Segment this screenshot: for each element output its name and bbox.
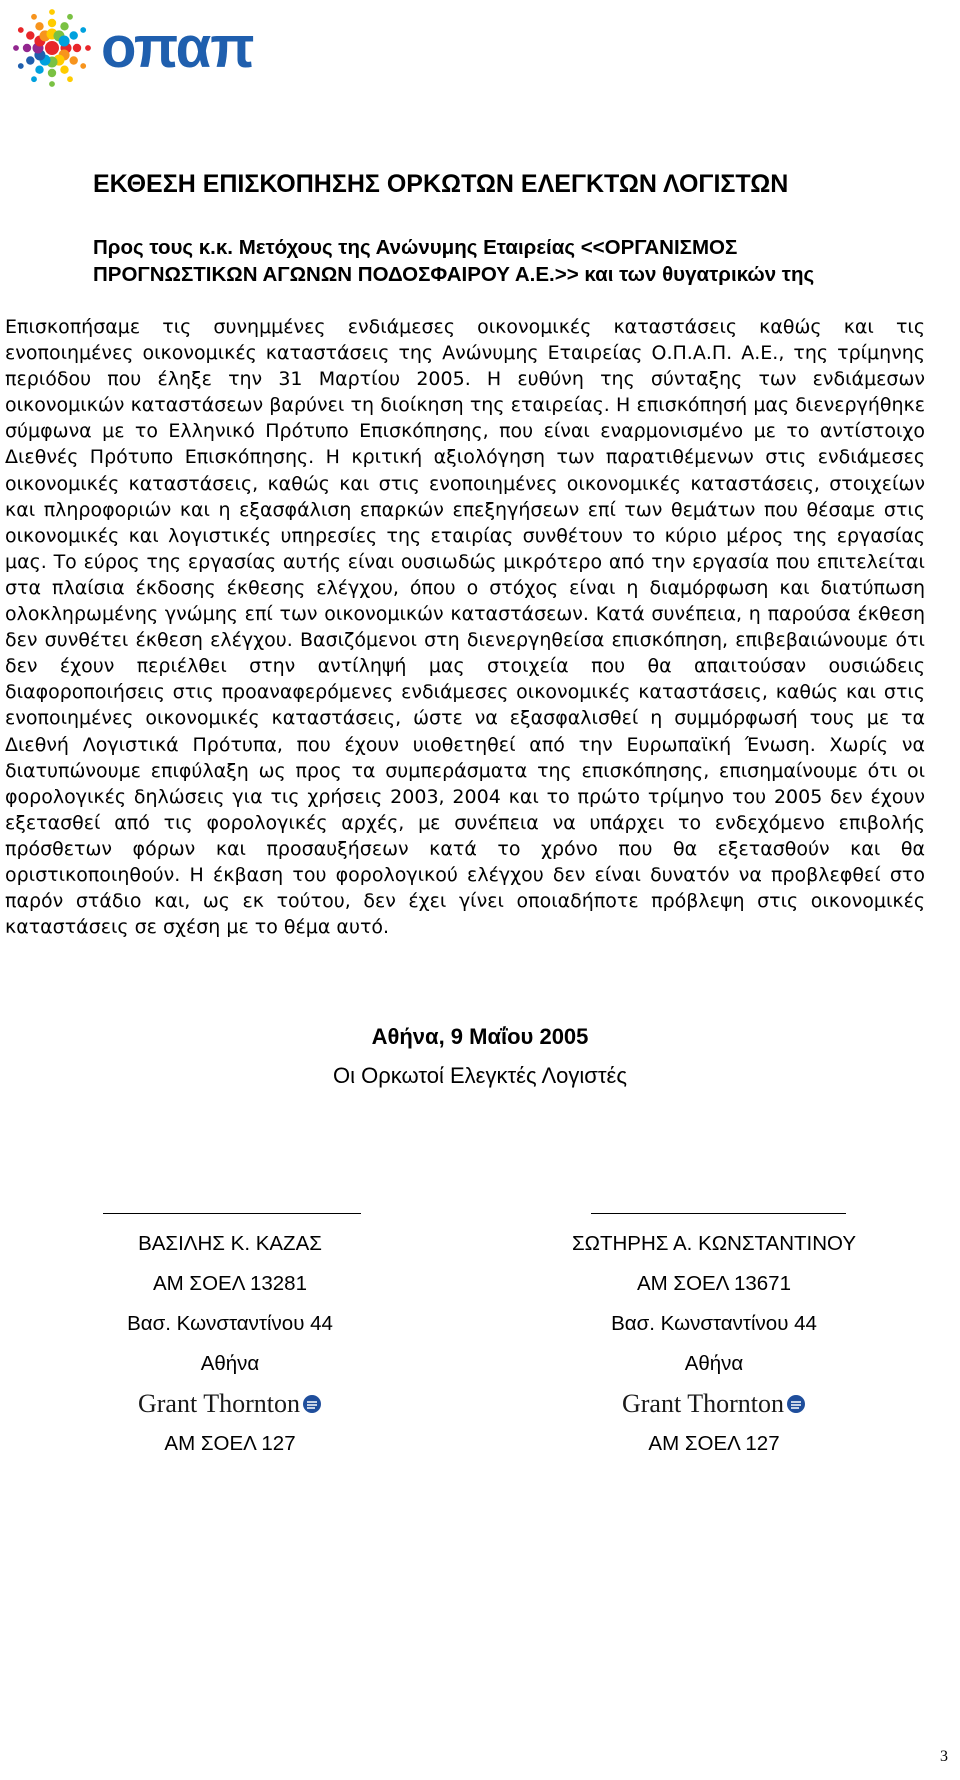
report-addressee: Προς τους κ.κ. Μετόχους της Ανώνυμης Εταιρείας <<ΟΡΓΑΝΙΣΜΟΣ ΠΡΟΓΝΩΣΤΙΚΩΝ ΑΓΩΝΩΝ ΠΟΔΟΣΦΑΙΡΟΥ Α.Ε.>> και των θυγατρικών της bbox=[93, 236, 815, 286]
logo-dot bbox=[59, 36, 70, 47]
opap-logo-icon bbox=[6, 2, 98, 94]
logo-dot bbox=[49, 81, 55, 87]
logo-dot bbox=[70, 56, 78, 64]
signers-label: Οι Ορκωτοί Ελεγκτές Λογιστές bbox=[333, 1063, 627, 1088]
logo-dot bbox=[80, 27, 86, 33]
signatory-address: Βασ. Κωνσταντίνου 44 bbox=[611, 1312, 817, 1335]
logo-dot bbox=[35, 66, 43, 74]
logo-dot bbox=[18, 27, 24, 33]
logo-dot bbox=[67, 14, 73, 20]
logo-dot bbox=[26, 31, 34, 39]
logo-dot bbox=[67, 76, 73, 82]
logo-dot bbox=[35, 22, 43, 30]
logo-dot bbox=[60, 66, 68, 74]
logo-dot bbox=[18, 63, 24, 69]
grant-thornton-wordmark: Grant Thornton bbox=[138, 1389, 300, 1418]
logo-dot bbox=[60, 22, 68, 30]
logo-dot bbox=[13, 45, 19, 51]
signatory-registration: ΑΜ ΣΟΕΛ 13671 bbox=[636, 1272, 791, 1295]
signatory-address: Βασ. Κωνσταντίνου 44 bbox=[127, 1312, 333, 1335]
logo-dot bbox=[31, 76, 37, 82]
grant-thornton-icon bbox=[786, 1386, 806, 1426]
grant-thornton-icon bbox=[302, 1386, 322, 1426]
signatory-left bbox=[70, 1208, 390, 1464]
opap-logo-text: οπαπ bbox=[101, 15, 254, 80]
grant-thornton-logo bbox=[70, 1384, 390, 1424]
page-number: 3 bbox=[940, 1748, 948, 1765]
signatory-name: ΒΑΣΙΛΗΣ Κ. ΚΑΖΑΣ bbox=[138, 1232, 322, 1255]
firm-registration: ΑΜ ΣΟΕΛ 127 bbox=[164, 1432, 296, 1455]
report-title: ΕΚΘΕΣΗ ΕΠΙΣΚΟΠΗΣΗΣ ΟΡΚΩΤΩΝ ΕΛΕΓΚΤΩΝ ΛΟΓΙΣΤΩΝ bbox=[93, 170, 789, 198]
logo-dot bbox=[70, 31, 78, 39]
logo-dot bbox=[85, 45, 91, 51]
opap-logo bbox=[6, 2, 254, 94]
signatory-registration: ΑΜ ΣΟΕΛ 13281 bbox=[152, 1272, 307, 1295]
logo-dot bbox=[26, 56, 34, 64]
grant-thornton-logo bbox=[554, 1384, 874, 1424]
signatory-city: Αθήνα bbox=[684, 1352, 744, 1375]
signatory-right bbox=[554, 1208, 874, 1464]
logo-centre-dot bbox=[45, 41, 59, 55]
logo-dot bbox=[48, 69, 56, 77]
logo-dot bbox=[80, 63, 86, 69]
logo-dot bbox=[73, 44, 81, 52]
logo-dot bbox=[23, 44, 31, 52]
grant-thornton-wordmark: Grant Thornton bbox=[622, 1389, 784, 1418]
logo-dot bbox=[31, 14, 37, 20]
place-date: Αθήνα, 9 Μαΐου 2005 bbox=[371, 1024, 589, 1049]
logo-dot bbox=[49, 9, 55, 15]
signatory-city: Αθήνα bbox=[200, 1352, 260, 1375]
report-body: Επισκοπήσαμε τις συνημμένες ενδιάμεσες οικονομικές καταστάσεις καθώς και τις ενοποιημένες οικονομικές καταστάσεις της Ανώνυμης Εταιρείας Ο.Π.Α.Π. Α.Ε., της τρίμηνης περιόδου που έληξε την 31 Μαρτίου 2005. Η ευθύνη της σύνταξης των ενδιάμεσων οικονομικών καταστάσεων βαρύνει τη διοίκηση της εταιρείας. Η επισκόπησή μας διενεργήθηκε σύμφωνα με το Ελληνικό Πρότυπο Επισκόπησης, που είναι εναρμονισμένο με το αντίστοιχο Διεθνές Πρότυπο Επισκόπησης. Η κριτική αξιολόγηση των παρατιθέμενων στις ενδιάμεσες οικονομικές καταστάσεις, καθώς και στις ενοποιημένες οικονομικές καταστάσεις, στοιχείων και πληροφοριών και η εξασφάλιση επαρκών επεξηγήσεων επί των θεμάτων που θέσαμε στις οικονομικές και λογιστικές υπηρεσίες της εταιρίας συνθέτουν το κύριο μέρος της εργασίας μας. Το εύρος της εργασίας αυτής είναι ουσιωδώς μικρότερο από την εργασία που επιτελείται στα πλαίσια έκδοσης έκθεσης ελέγχου, όπου ο στόχος είναι η διαμόρφωση και διατύπωση ολοκληρωμένης γνώμης επί των οικονομικών καταστάσεων. Κατά συνέπεια, η παρούσα έκθεση δεν συνθέτει έκθεση ελέγχου. Βασιζόμενοι στη διενεργηθείσα επισκόπηση, επιβεβαιώνουμε ότι δεν έχουν περιέλθει στην αντίληψή μας στοιχεία που θα απαιτούσαν ουσιώδεις διαφοροποιήσεις στις προαναφερόμενες ενδιάμεσες οικονομικές καταστάσεις, καθώς και στις ενοποιημένες οικονομικές καταστάσεις, ώστε να εξασφαλισθεί η συμμόρφωσή τους με τα Διεθνή Λογιστικά Πρότυπα, που έχουν υιοθετηθεί από την Ευρωπαϊκή Ένωση. Χωρίς να διατυπώνουμε επιφύλαξη ως προς τα συμπεράσματα της επισκόπησης, επισημαίνουμε ότι οι φορολογικές δηλώσεις για τις χρήσεις 2003, 2004 και το πρώτο τρίμηνο του 2005 δεν έχουν εξετασθεί από τις φορολογικές αρχές, με συνέπεια να υπάρχει το ενδεχόμενο επιβολής πρόσθετων φόρων και προσαυξήσεων κατά το χρόνο που θα εξετασθούν και θα οριστικοποιηθούν. Η έκβαση του φορολογικού ελέγχου δεν είναι δυνατόν να προβλεφθεί στο παρόν στάδιο και, ως εκ τούτου, δεν έχει γίνει οποιαδήποτε πρόβλεψη στις οικονομικές καταστάσεις σε σχέση με το θέμα αυτό. bbox=[5, 316, 925, 939]
firm-registration: ΑΜ ΣΟΕΛ 127 bbox=[648, 1432, 780, 1455]
signatory-name: ΣΩΤΗΡΗΣ Α. ΚΩΝΣΤΑΝΤΙΝΟΥ bbox=[571, 1232, 857, 1255]
logo-dot bbox=[48, 19, 56, 27]
